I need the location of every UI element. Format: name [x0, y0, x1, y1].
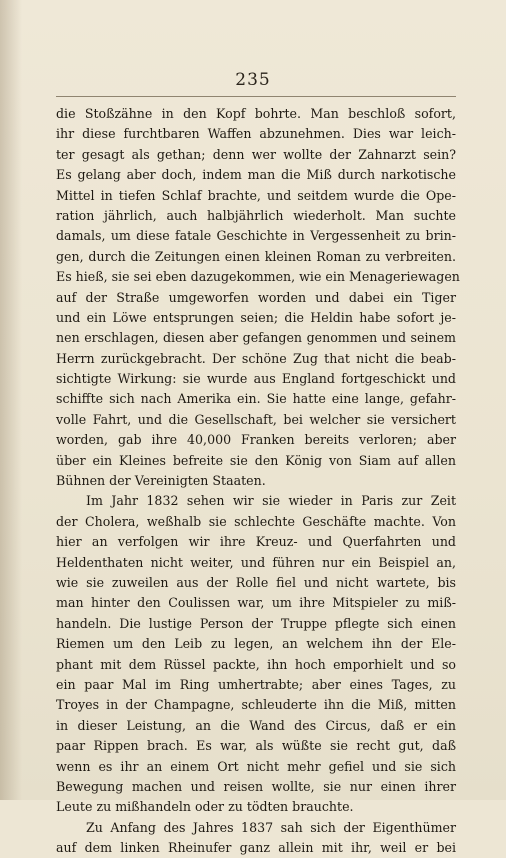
paragraph [56, 818, 456, 858]
text-line: Riemen um den Leib zu legen, an welchem ihn der Ele- [56, 636, 456, 652]
text-line: wenn es ihr an einem Ort nicht mehr gefiel und sie sich [56, 758, 456, 774]
text-line: Im Jahr 1832 sehen wir sie wieder in Paris zur Zeit [86, 493, 456, 509]
text-line: auf dem linken Rheinufer ganz allein mit ihr, weil er bei [56, 840, 456, 856]
paragraph [56, 491, 456, 817]
text-line: Bühnen der Vereinigten Staaten. [56, 473, 266, 489]
text-line: über ein Kleines befreite sie den König von Siam auf allen [56, 452, 456, 468]
text-line: damals, um diese fatale Geschichte in Vergessenheit zu brin- [56, 228, 456, 244]
text-line: paar Rippen brach. Es war, als wüßte sie recht gut, daß [56, 738, 456, 754]
text-line: phant mit dem Rüssel packte, ihn hoch emporhielt und so [56, 656, 456, 672]
text-line: und ein Löwe entsprungen seien; die Heldin habe sofort je- [56, 309, 456, 325]
text-line: ihr diese furchtbaren Waffen abzunehmen. Dies war leich- [56, 126, 456, 142]
text-line: Heldenthaten nicht weiter, und führen nur ein Beispiel an, [56, 554, 456, 570]
body-text [56, 104, 460, 858]
text-line: Es hieß, sie sei eben dazugekommen, wie ein Menageriewagen [56, 269, 460, 285]
text-line: nen erschlagen, diesen aber gefangen genommen und seinem [56, 330, 456, 346]
text-line: volle Fahrt, und die Gesellschaft, bei welcher sie versichert [56, 411, 456, 427]
text-line: Herrn zurückgebracht. Der schöne Zug that nicht die beab- [56, 350, 456, 366]
text-line: Zu Anfang des Jahres 1837 sah sich der Eigenthümer [86, 819, 456, 835]
text-line: worden, gab ihre 40,000 Franken bereits verloren; aber [56, 432, 456, 448]
text-line: Es gelang aber doch, indem man die Miß durch narkotische [56, 167, 456, 183]
text-line: die Stoßzähne in den Kopf bohrte. Man beschloß sofort, [56, 106, 456, 121]
page-number: 235 [235, 70, 271, 90]
text-line: wie sie zuweilen aus der Rolle fiel und nicht wartete, bis [56, 574, 456, 590]
paragraph [56, 104, 460, 491]
text-line: auf der Straße umgeworfen worden und dabei ein Tiger [56, 289, 456, 305]
text-line: Bewegung machen und reisen wollte, sie nur einen ihrer [56, 778, 456, 794]
header-rule [56, 96, 456, 97]
text-line: ration jährlich, auch halbjährlich wiederholt. Man suchte [56, 207, 456, 223]
text-line: man hinter den Coulissen war, um ihre Mitspieler zu miß- [56, 595, 456, 611]
text-line: der Cholera, weßhalb sie schlechte Geschäfte machte. Von [56, 513, 456, 529]
text-line: Mittel in tiefen Schlaf brachte, und seitdem wurde die Ope- [56, 187, 456, 203]
text-line: ein paar Mal im Ring umhertrabte; aber eines Tages, zu [56, 676, 456, 692]
text-line: schiffte sich nach Amerika ein. Sie hatte eine lange, gefahr- [56, 391, 456, 407]
text-line: ter gesagt als gethan; denn wer wollte der Zahnarzt sein? [56, 146, 456, 162]
text-line: Troyes in der Champagne, schleuderte ihn die Miß, mitten [56, 697, 456, 713]
text-line: Leute zu mißhandeln oder zu tödten brauchte. [56, 799, 354, 815]
text-line: in dieser Leistung, an die Wand des Circus, daß er ein [56, 717, 456, 733]
text-line: handeln. Die lustige Person der Truppe pflegte sich einen [56, 615, 456, 631]
text-line: hier an verfolgen wir ihre Kreuz- und Querfahrten und [56, 534, 456, 550]
text-line: gen, durch die Zeitungen einen kleinen Roman zu verbreiten. [56, 248, 456, 264]
text-line: sichtigte Wirkung: sie wurde aus England fortgeschickt und [56, 371, 456, 387]
spine-shadow [0, 0, 22, 800]
